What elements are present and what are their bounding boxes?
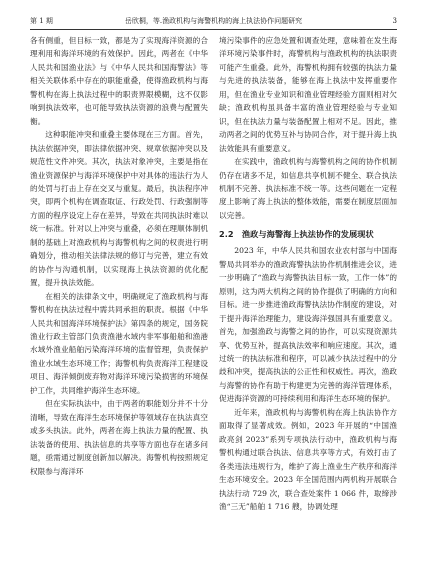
paragraph: 在相关的法律条文中，明确规定了渔政机构与海警机构在执法过程中需共同承担的职责。根据《中华人民共和国海洋环境保护法》第四条的规定，国务院渔业行政主管部门负责渔港水域内非军事船舶和渔港水域外渔业船舶污染海洋环境的监督管理，负责保护渔业水域生态环境工作；海警机构负责海洋工程建设项目、海洋倾倒废弃物对海洋环境污染损害的环境保护工作，共同维护海洋生态环境。 [30,291,208,395]
paragraph: 这种职能冲突和重叠主要体现在三方面。首先，执法依据冲突，即法律依据冲突、规章依据冲突以及规范性文件冲突。其次，执法对象冲突，主要是指在渔业资源保护与海洋环境保护中对具体的违法行为人的处罚与打击上存在交叉与重复。最后，执法程序冲突，即两个机构在调查取证、行政处罚、行政强制等方面的程序设定上存在差异，导致在共同执法时难以统一标准。针对以上冲突与重叠，必须在理顺体制机制的基础上对渔政机构与海警机构之间的权责进行明确划分，推动相关法律法规的修订与完善，建立有效的协作与沟通机制，以实现海上执法资源的优化配置，提升执法效能。 [30,130,208,288]
page-number: 3 [392,17,397,25]
running-title: 岳欣桐，等.渔政机构与海警机构的海上执法协作问题研究 [124,17,303,25]
right-column [219,34,397,513]
left-column [30,34,208,478]
paragraph: 境污染事件的应急处置和调查处理，意味着在发生海洋环境污染事件时，海警机构与渔政机构的执法职责可能产生重叠。此外，海警机构拥有较强的执法力量与先进的执法装备，能够在海上执法中发挥重要作用，但在渔业专业知识和渔业管理经验方面则相对欠缺；渔政机构虽具备丰富的渔业管理经验与专业知识，但在执法力量与装备配置上相对不足。因此，推动两者之间的优势互补与协同合作，对于提升海上执法效能具有重要意义。 [219,36,397,153]
paragraph: 在实践中，渔政机构与海警机构之间的协作机制仍存在诸多不足，如信息共享机制不健全、联合执法机制不完善、执法标准不统一等。这些问题在一定程度上影响了海上执法的整体效能，需要在制度层面加以完善。 [219,157,397,220]
header-rule [30,29,397,30]
running-header [30,14,397,28]
paragraph: 各有侧重，但目标一致，都是为了实现海洋资源的合理利用和海洋环境的有效保护。因此，两者在《中华人民共和国渔业法》与《中华人民共和国海警法》等相关关联体系中存在的职能重叠，使得渔政机构与海警机构在海上执法过程中的职责界限模糊，这不仅影响到执法效率，也可能导致执法资源的浪费与配置失衡。 [30,36,208,126]
issue-number: 第 1 期 [30,17,53,25]
paragraph: 但在实际执法中，由于两者的职能划分并不十分清晰，导致在海洋生态环境保护等领域存在执法真空或多头执法。此外，两者在海上执法力量的配置、执法装备的使用、执法信息的共享等方面也存在诸多问题，亟需通过制度创新加以解决。海警机构按照规定权限参与海洋环 [30,399,208,476]
paragraph: 2023 年，中华人民共和国农业农村部与中国海警局共同举办的渔政海警执法协作机制推进会议，进一步明确了“渔政与海警执法目标一致，工作一体”的原则，这为两大机构之间的协作提供了明确的方向和目标。进一步推进渔政海警执法协作制度的建设，对于提升海洋治理能力，建设海洋强国具有重要意义。首先，加强渔政与海警之间的协作，可以实现资源共享、优势互补，提高执法效率和响应速度。其次，通过统一的执法标准和程序，可以减少执法过程中的分歧和冲突，提高执法的公正性和权威性。再次，渔政与海警的协作有助于构建更为完善的海洋管理体系，促进海洋资源的可持续利用和海洋生态环境的保护。 [219,246,397,404]
paragraph: 近年来，渔政机构与海警机构在海上执法协作方面取得了显著成效。例如，2023 年开展的“中国渔政亮剑 2023”系列专项执法行动中，渔政机构与海警机构通过联合执法、信息共享等方式，有效打击了各类违法违规行为，维护了海上渔业生产秩序和海洋生态环境安全。2023 年全国范围内两机构开展联合执法行动 729 次，联合查处案件 1 066 件，取缔涉渔“三无”船舶 1 716 艘，协调处理 [219,407,397,511]
section-heading: 2.2 渔政与海警海上执法协作的发展现状 [219,229,374,240]
